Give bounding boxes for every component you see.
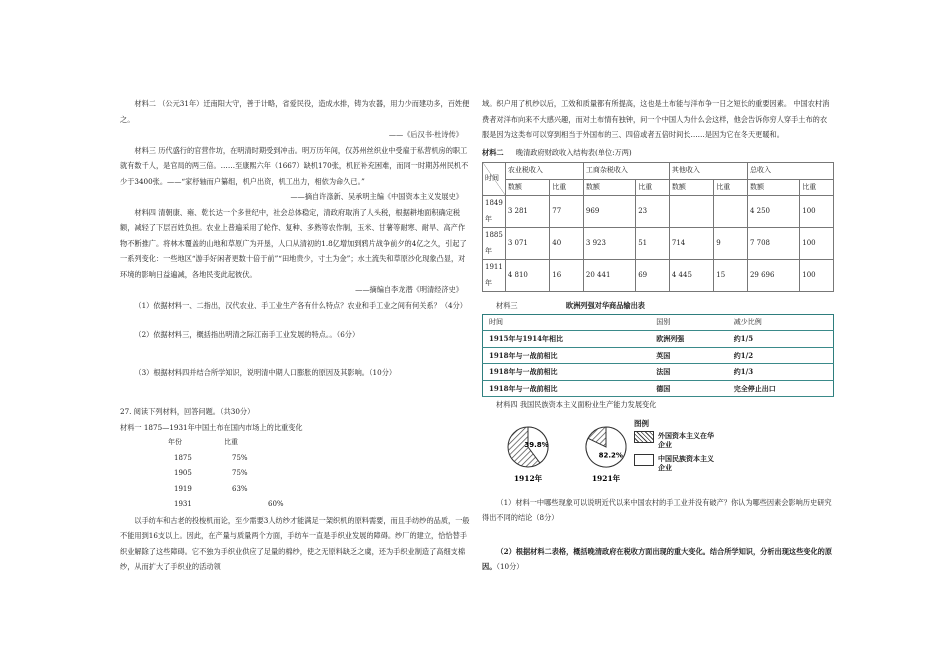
- revenue-table: [482, 162, 834, 292]
- table-cell: 29 696: [747, 260, 799, 292]
- table-subheader: 比重: [550, 179, 584, 196]
- material-3-title: 欧洲列强对华商品输出表: [565, 301, 645, 310]
- table-header-share: 比重: [224, 438, 238, 446]
- table-cell: 1918年与一战前相比: [483, 364, 651, 381]
- legend-label: 外国资本主义在华企业: [658, 430, 714, 449]
- table-cell: [669, 196, 713, 228]
- table-cell: 63%: [232, 484, 248, 493]
- table-subheader: 数额: [669, 179, 713, 196]
- table-cell: 约1/2: [728, 347, 834, 364]
- table-cell: 20 441: [583, 260, 635, 292]
- table-cell: 欧洲列强: [650, 331, 728, 348]
- pie-value-label: 82.2%: [598, 451, 623, 460]
- table-subheader: 比重: [636, 179, 670, 196]
- table-subheader: 数额: [505, 179, 549, 196]
- table-cell: 1875: [174, 453, 192, 462]
- question-1: （1）依据材料一、二指出，汉代农业、手工业生产各有什么特点？农业和手工业之间有何关系？（4分）: [134, 300, 467, 310]
- table-cell: 约1/5: [728, 331, 834, 348]
- table-header: 其他收入: [669, 163, 747, 180]
- table-corner: [483, 163, 506, 196]
- table-header: 农业税收入: [505, 163, 583, 180]
- exports-table: [482, 314, 834, 398]
- table-cell: 4 445: [669, 260, 713, 292]
- table-cell: 3 923: [583, 228, 635, 260]
- legend-label: 中国民族资本主义企业: [658, 453, 714, 472]
- legend-title: 图例: [634, 418, 649, 428]
- table-cell: 1918年与一战前相比: [483, 380, 651, 397]
- legend-item-domestic: [634, 454, 716, 472]
- table-cell: 77: [550, 196, 584, 228]
- question-27-heading: 27. 阅读下列材料，回答问题。（共30分）: [120, 407, 255, 416]
- right-column: [482, 96, 834, 575]
- table-cell: 60%: [268, 500, 284, 508]
- left-column: [120, 96, 471, 575]
- table-header: 总收入: [747, 163, 833, 180]
- material-4-title: 材料四 我国民族资本主义面粉业生产能力发展变化: [496, 400, 657, 409]
- cloth-share-table: [168, 435, 284, 513]
- table-corner-label: 时间: [485, 174, 499, 183]
- table-cell: 1919: [174, 484, 192, 493]
- hatch-swatch-icon: [634, 431, 654, 443]
- table-cell: 4 810: [505, 260, 549, 292]
- legend-item-foreign: [634, 431, 716, 449]
- table-cell: 100: [800, 228, 834, 260]
- table-cell: 法国: [650, 364, 728, 381]
- pie-chart-svg: [496, 417, 646, 495]
- table-cell: 40: [550, 228, 584, 260]
- table-cell: 23: [636, 196, 670, 228]
- table-header-year: 年份: [168, 438, 182, 446]
- blank-swatch-icon: [634, 454, 654, 466]
- table-cell: 1915年与1914年相比: [483, 331, 651, 348]
- material-1-title: 材料一 1875—1931年中国土布在国内市场上的比重变化: [120, 422, 303, 432]
- table-cell: 约1/3: [728, 364, 834, 381]
- question-3: （3）根据材料四并结合所学知识，说明清中期人口膨胀的原因及其影响。（10分）: [134, 367, 397, 377]
- table-cell: 7 708: [747, 228, 799, 260]
- table-cell: 1931: [174, 500, 192, 508]
- question-2: （2）依据材料三，概括指出明清之际江南手工业发展的特点。。（6分）: [134, 330, 360, 339]
- material-3-label: 材料三: [496, 301, 518, 310]
- table-cell: 75%: [232, 469, 248, 477]
- table-subheader: 比重: [800, 179, 834, 196]
- table-cell: 英国: [650, 347, 728, 364]
- table-cell: 1905: [174, 469, 192, 477]
- pie-year-label: 1921年: [591, 473, 621, 483]
- table-cell: 16: [550, 260, 584, 292]
- material-3-source: ——摘自许涤新、吴承明主编《中国资本主义发展史》: [290, 192, 463, 201]
- material-3-text: 材料三 历代盛行的官营作坊，在明清时期受到冲击。明万历年间，仅苏州丝织业中受雇于私营机房的职工就有数千人，是官局的两三倍。……至康熙六年（1667）缺机170张，机匠补充困难，而同一时期苏州民机不少于3400张。——“家杼轴而户纂组，机户出资，机工出力，相依为命久已。”: [120, 145, 469, 186]
- table-cell: 3 281: [505, 196, 549, 228]
- table-cell: 1918年与一战前相比: [483, 347, 651, 364]
- table-cell: [714, 196, 748, 228]
- table-cell: 69: [636, 260, 670, 292]
- table-cell: 4 250: [747, 196, 799, 228]
- table-cell: 9: [714, 228, 748, 260]
- table-cell: 100: [800, 196, 834, 228]
- material-2-source: ——《后汉书·杜诗传》: [388, 130, 463, 139]
- table-cell: 德国: [650, 380, 728, 397]
- pie-year-label: 1912年: [513, 473, 543, 483]
- table-subheader: 数额: [583, 179, 635, 196]
- table-row-year: 1885年: [483, 228, 506, 260]
- table-row-year: 1849年: [483, 196, 506, 228]
- table-cell: 100: [800, 260, 834, 292]
- table-header: 减少比例: [728, 314, 834, 331]
- table-header: 时间: [483, 314, 651, 331]
- table-cell: 完全停止出口: [728, 380, 834, 397]
- table-cell: 15: [714, 260, 748, 292]
- material-1-text: 以手纺车和古老的投梭机而论，至少需要3人纺纱才能满足一架织机的原料需要，而且手纺纱的品质，一般不能用到16支以上。因此，在产量与质量两个方面，手纺车一直是手织业发展的障碍。纱厂的建立，恰恰替手织业解除了这些障碍。它不独为手织业供应了足量的棉纱，使之无原料缺乏之虞，还为手织业制造了高细支棉纱，从而扩大了手织业的活动领: [120, 515, 470, 571]
- question-2: （2）根据材料二表格，概括晚清政府在税收方面出现的重大变化。结合所学知识，分析出现这些变化的原因。: [482, 546, 833, 571]
- material-1-continuation: 域。织户用了机纱以后，工效和质量都有所提高，这也是土布能与洋布争一日之短长的重要因素。 中国农村消费者对洋布向来不大感兴趣，而对土布情有独钟，问一个中国人为什么会这样，他会告诉你穷人穿手土布的衣服是因为这类布可以穿到相当于外国布的三、四倍或者五倍时间长……是因为它在冬天更暖和。: [482, 99, 830, 139]
- pie-charts: [482, 417, 834, 495]
- table-header: 国别: [650, 314, 728, 331]
- pie-value-label: 39.8%: [524, 440, 549, 449]
- table-cell: 3 071: [505, 228, 549, 260]
- material-2-text: 材料二 （公元31年）迁南阳大守，善于计略，省爱民役，造成水排，铸为农器，用力少而建功多，百姓便之。: [120, 99, 470, 124]
- table-cell: 75%: [232, 453, 248, 462]
- question-2-points: （10分）: [496, 562, 524, 571]
- material-4-text: 材料四 清朝康、雍、乾长达一个多世纪中，社会总体稳定，清政府取消了人头税，根据耕地面积确定税额，减轻了下层百姓负担。农业上普遍采用了轮作、复种、多熟等农作制，玉米、甘薯等耐寒、耐旱、高产作物不断推广。将林木覆盖的山地和草原广为开垦，人口从清初的1.8亿增加到鸦片战争前夕的4亿之久，引起了一系列变化：一些地区“游手好闲者更数十倍于前”“田地贵少，寸土为金”；水土流失和草原沙化现象凸显，对环境的影响日益遍减，各地民变此起彼伏。: [120, 207, 467, 279]
- table-cell: 51: [636, 228, 670, 260]
- material-2-title: 晚清政府财政收入结构表(单位:万两): [515, 147, 632, 157]
- table-header: 工商杂税收入: [583, 163, 669, 180]
- table-subheader: 数额: [747, 179, 799, 196]
- material-4-source: ——摘编自李龙潜《明清经济史》: [355, 285, 463, 294]
- table-cell: 969: [583, 196, 635, 228]
- material-2-label: 材料二: [482, 147, 504, 157]
- legend: [634, 419, 716, 472]
- table-row-year: 1911年: [483, 260, 506, 292]
- question-1: （1）材料一中哪些现象可以说明近代以来中国农村的手工业并没有破产？你认为哪些因素会影响历史研究得出不同的结论（8分）: [482, 497, 832, 522]
- table-cell: 714: [669, 228, 713, 260]
- table-subheader: 比重: [714, 179, 748, 196]
